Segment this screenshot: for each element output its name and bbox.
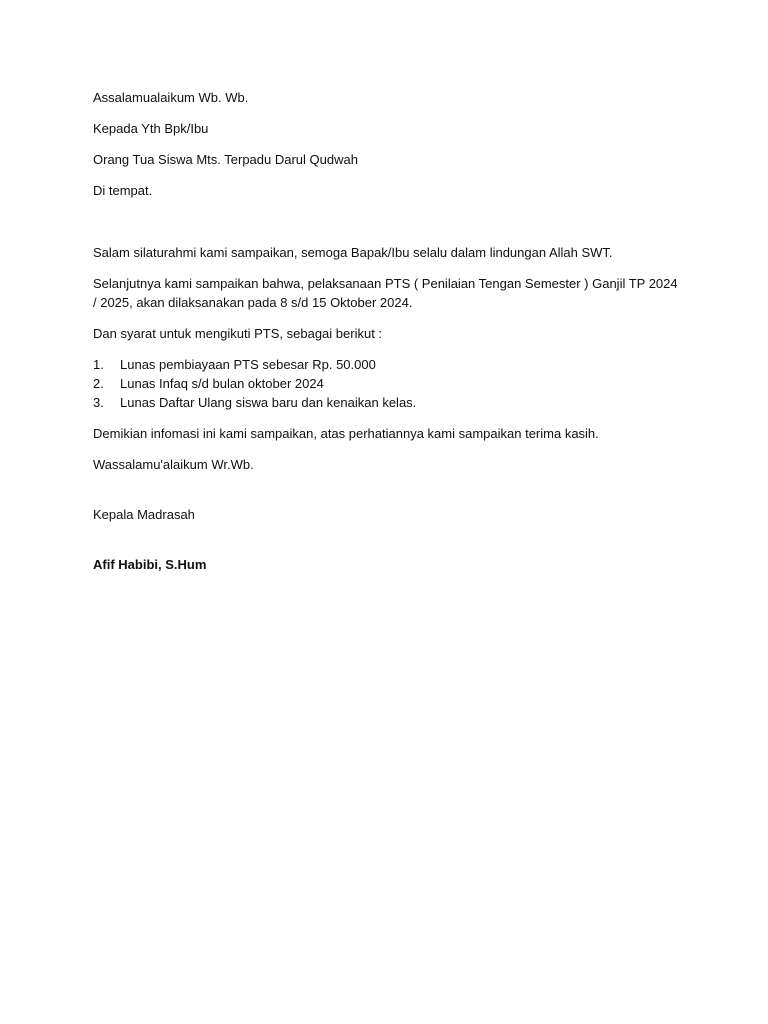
signature-name: Afif Habibi, S.Hum: [93, 557, 207, 572]
recipient-line-1: Kepada Yth Bpk/Ibu: [93, 121, 209, 136]
opening-paragraph: Salam silaturahmi kami sampaikan, semoga Bapak/Ibu selalu dalam lindungan Allah SWT.: [93, 245, 613, 260]
list-item: [93, 355, 678, 374]
list-item-text: Lunas Infaq s/d bulan oktober 2024: [120, 376, 324, 391]
list-item-text: Lunas Daftar Ulang siswa baru dan kenaikan kelas.: [120, 395, 417, 410]
spacer: [93, 536, 678, 555]
body-paragraph: Selanjutnya kami sampaikan bahwa, pelaksanaan PTS ( Penilaian Tengan Semester ) Ganjil TP 2024 / 2025, akan dilaksanakan pada 8 s/d 15 Oktober 2024.: [93, 276, 678, 310]
list-item-number: 2.: [93, 376, 104, 391]
letter-body: [93, 88, 678, 586]
closing-paragraph: Demikian infomasi ini kami sampaikan, atas perhatiannya kami sampaikan terima kasih.: [93, 426, 599, 441]
greeting: Assalamualaikum Wb. Wb.: [93, 90, 249, 105]
requirements-list: [93, 355, 678, 412]
list-item-text: Lunas pembiayaan PTS sebesar Rp. 50.000: [120, 357, 376, 372]
requirements-intro: Dan syarat untuk mengikuti PTS, sebagai berikut :: [93, 326, 383, 341]
list-item: [93, 374, 678, 393]
signature-title: Kepala Madrasah: [93, 507, 195, 522]
recipient-line-2: Orang Tua Siswa Mts. Terpadu Darul Qudwah: [93, 152, 358, 167]
farewell: Wassalamu'alaikum Wr.Wb.: [93, 457, 254, 472]
spacer: [93, 486, 678, 505]
list-item-number: 1.: [93, 357, 104, 372]
list-item: [93, 393, 678, 412]
list-item-number: 3.: [93, 395, 104, 410]
recipient-line-3: Di tempat.: [93, 183, 153, 198]
spacer: [93, 212, 678, 243]
